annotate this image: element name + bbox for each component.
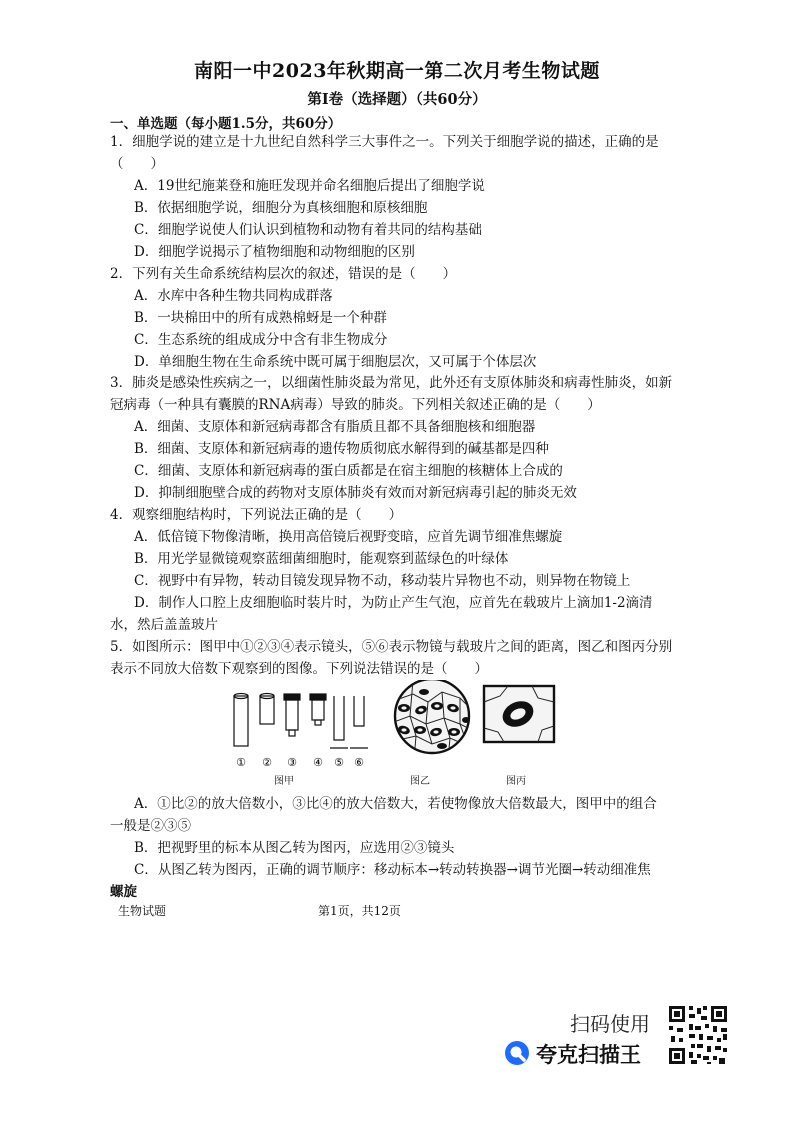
q3-stem-cont: 冠病毒（一种具有囊膜的RNA病毒）导致的肺炎。下列相关叙述正确的是（ ） (110, 397, 601, 413)
q2-option-c: C．生态系统的组成成分中含有非生物成分 (134, 332, 388, 348)
q3-option-c: C．细菌、支原体和新冠病毒的蛋白质都是在宿主细胞的核糖体上合成的 (134, 463, 563, 479)
lens-3-icon (284, 694, 300, 736)
q1-option-c: C．细胞学说使人们认识到植物和动物有着共同的结构基础 (134, 222, 482, 238)
q4-option-a: A．低倍镜下物像清晰，换用高倍镜后视野变暗，应首先调节细准焦螺旋 (134, 529, 563, 545)
q1-option-d: D．细胞学说揭示了植物细胞和动物细胞的区别 (134, 244, 415, 260)
q5-option-a-cont: 一般是②③⑤ (110, 818, 191, 834)
q3-stem: 3．肺炎是感染性疾病之一，以细菌性肺炎最为常见，此外还有支原体肺炎和病毒性肺炎，如新 (110, 375, 673, 391)
lens-4-icon (310, 694, 326, 725)
q5-stem-cont: 表示不同放大倍数下观察到的图像。下列说法错误的是（ ） (110, 661, 488, 677)
caption-figure-b: 图乙 (410, 776, 430, 787)
q2-option-a: A．水库中各种生物共同构成群落 (134, 288, 333, 304)
q5-option-c: C．从图乙转为图丙，正确的调节顺序：移动标本→转动转换器→调节光圈→转动细准焦 (134, 862, 651, 878)
lens-label-3: ③ (287, 756, 297, 769)
q1-stem: 1．细胞学说的建立是十九世纪自然科学三大事件之一。下列关于细胞学说的描述，正确的是 (110, 134, 659, 150)
microscope-figure (228, 680, 568, 787)
q5-option-a: A．①比②的放大倍数小，③比④的放大倍数大，若使物像放大倍数最大，图甲中的组合 (134, 796, 657, 812)
caption-figure-c: 图丙 (506, 776, 526, 787)
q1-stem-blank: （ ） (110, 156, 164, 172)
distance-5-icon (330, 696, 348, 748)
microscope-figure-svg (228, 680, 568, 784)
footer-subject: 生物试题 (118, 904, 167, 918)
q4-option-d: D．制作人口腔上皮细胞临时装片时，为防止产生气泡，应首先在载玻片上滴加1-2滴清 (134, 595, 653, 611)
section-heading: 一、单选题（每小题1.5分，共60分） (110, 116, 342, 132)
caption-figure-a: 图甲 (274, 776, 294, 787)
lens-1-icon (234, 694, 248, 747)
q3-option-d: D．抑制细胞壁合成的药物对支原体肺炎有效而对新冠病毒引起的肺炎无效 (134, 485, 577, 501)
q2-option-d: D．单细胞生物在生命系统中既可属于细胞层次，又可属于个体层次 (134, 354, 537, 370)
exam-subtitle: 第Ⅰ卷（选择题）（共60分） (307, 91, 487, 108)
q4-stem: 4．观察细胞结构时，下列说法正确的是（ ） (110, 507, 403, 523)
q5-option-b: B．把视野里的标本从图乙转为图丙，应选用②③镜头 (134, 840, 455, 856)
q5-option-c-cont: 螺旋 (110, 884, 137, 900)
distance-6-icon (350, 696, 368, 748)
footer-page-number: 第1页，共12页 (318, 904, 401, 918)
q1-option-b: B．依据细胞学说，细胞分为真核细胞和原核细胞 (134, 200, 428, 216)
q5-stem: 5．如图所示：图甲中①②③④表示镜头，⑤⑥表示物镜与载玻片之间的距离，图乙和图丙分别 (110, 639, 673, 655)
q4-option-c: C．视野中有异物，转动目镜发现异物不动，移动装片异物也不动，则异物在物镜上 (134, 573, 631, 589)
exam-title: 南阳一中2023年秋期高一第二次月考生物试题 (194, 60, 600, 82)
lens-label-6: ⑥ (354, 756, 364, 769)
lens-label-5: ⑤ (334, 756, 344, 769)
q4-option-d-cont: 水，然后盖盖玻片 (110, 617, 218, 633)
q2-option-b: B．一块棉田中的所有成熟棉蚜是一个种群 (134, 310, 387, 326)
lens-label-1: ① (236, 756, 246, 769)
q3-option-b: B．细菌、支原体和新冠病毒的遗传物质彻底水解得到的碱基都是四种 (134, 441, 549, 457)
scan-to-use-text: 扫码使用 (570, 1012, 650, 1036)
lens-label-4: ④ (313, 756, 323, 769)
field-view-low-magnification (394, 680, 472, 760)
scanner-brand-name: 夸克扫描王 (536, 1043, 641, 1067)
lens-2-icon (260, 694, 274, 725)
q4-option-b: B．用光学显微镜观察蓝细菌细胞时，能观察到蓝绿色的叶绿体 (134, 551, 509, 567)
q3-option-a: A．细菌、支原体和新冠病毒都含有脂质且都不具备细胞核和细胞器 (134, 419, 536, 435)
q2-stem: 2．下列有关生命系统结构层次的叙述，错误的是（ ） (110, 266, 457, 282)
field-view-high-magnification (484, 686, 554, 742)
quark-logo-icon (504, 1040, 530, 1066)
q1-option-a: A．19世纪施莱登和施旺发现并命名细胞后提出了细胞学说 (134, 178, 485, 194)
qr-code-icon[interactable] (667, 1004, 729, 1066)
lens-label-2: ② (262, 756, 272, 769)
